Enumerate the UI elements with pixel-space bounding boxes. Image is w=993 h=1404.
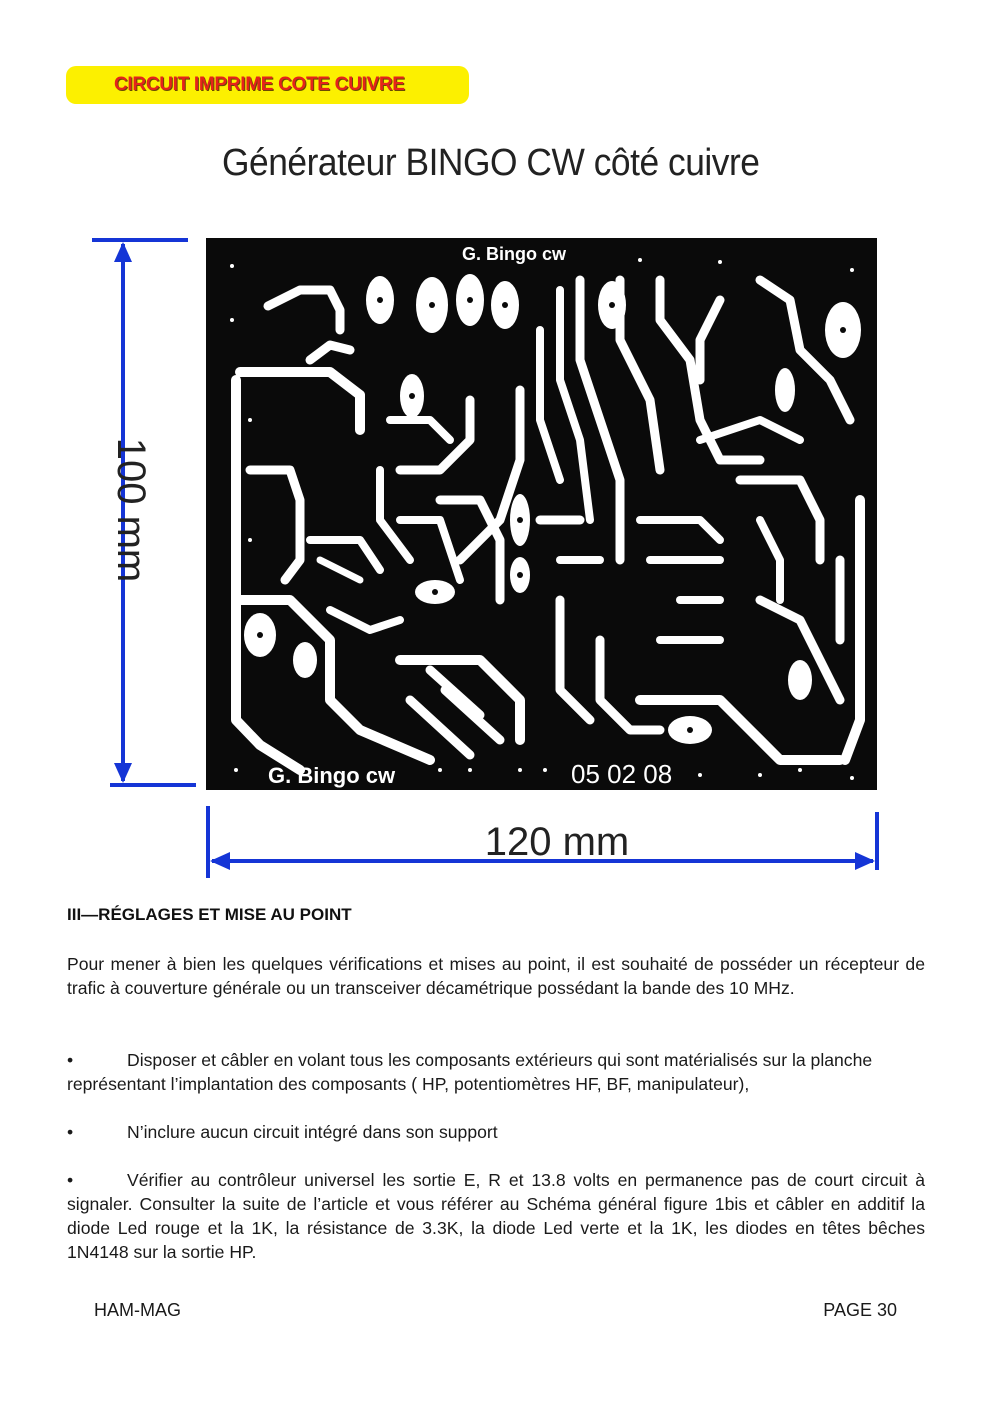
board-top-label: G. Bingo cw <box>462 244 567 264</box>
intro-paragraph: Pour mener à bien les quelques vérifications et mises au point, il est souhaité de posséder un récepteur de trafic à couverture générale ou un transceiver décamétrique possédant la bande des 10 MHz. <box>67 954 925 998</box>
bullet-text: Vérifier au contrôleur universel les sortie E, R et 13.8 volts en permanence pas de court circuit à signaler. Consulter la suite de l’article et vous référer au Schéma général figure 1bis et câbler en additif la diode Led rouge et la 1K, la résistance de 3.3K, la diode Led verte et la 1K, les diodes en têtes bêches 1N4148 sur la sortie HP. <box>67 1170 925 1262</box>
footer-publication: HAM-MAG <box>94 1300 181 1320</box>
footer-page-number: PAGE 30 <box>823 1300 897 1320</box>
bullet-marker: • <box>67 1050 74 1070</box>
height-label: 100 mm <box>109 437 153 583</box>
figure-title: Générateur BINGO CW côté cuivre <box>222 142 760 184</box>
section-heading: III—RÉGLAGES ET MISE AU POINT <box>67 905 352 924</box>
bullet-marker: • <box>67 1122 74 1142</box>
width-label: 120 mm <box>484 820 630 864</box>
board-date: 05 02 08 <box>571 759 673 789</box>
bullet-marker: • <box>67 1170 74 1190</box>
list-item <box>67 1048 925 1096</box>
bullet-text: N’inclure aucun circuit intégré dans son support <box>127 1122 498 1142</box>
banner-title: CIRCUIT IMPRIME COTE CUIVRE <box>114 74 405 95</box>
list-item <box>67 1168 925 1264</box>
pcb-board <box>206 238 877 790</box>
bullet-text: Disposer et câbler en volant tous les composants extérieurs qui sont matérialisés sur la planche représentant l’implantation des composants ( HP, potentiomètres HF, BF, manipulateur), <box>67 1050 873 1094</box>
board-bottom-label: G. Bingo cw <box>268 763 396 788</box>
list-item <box>67 1120 925 1144</box>
